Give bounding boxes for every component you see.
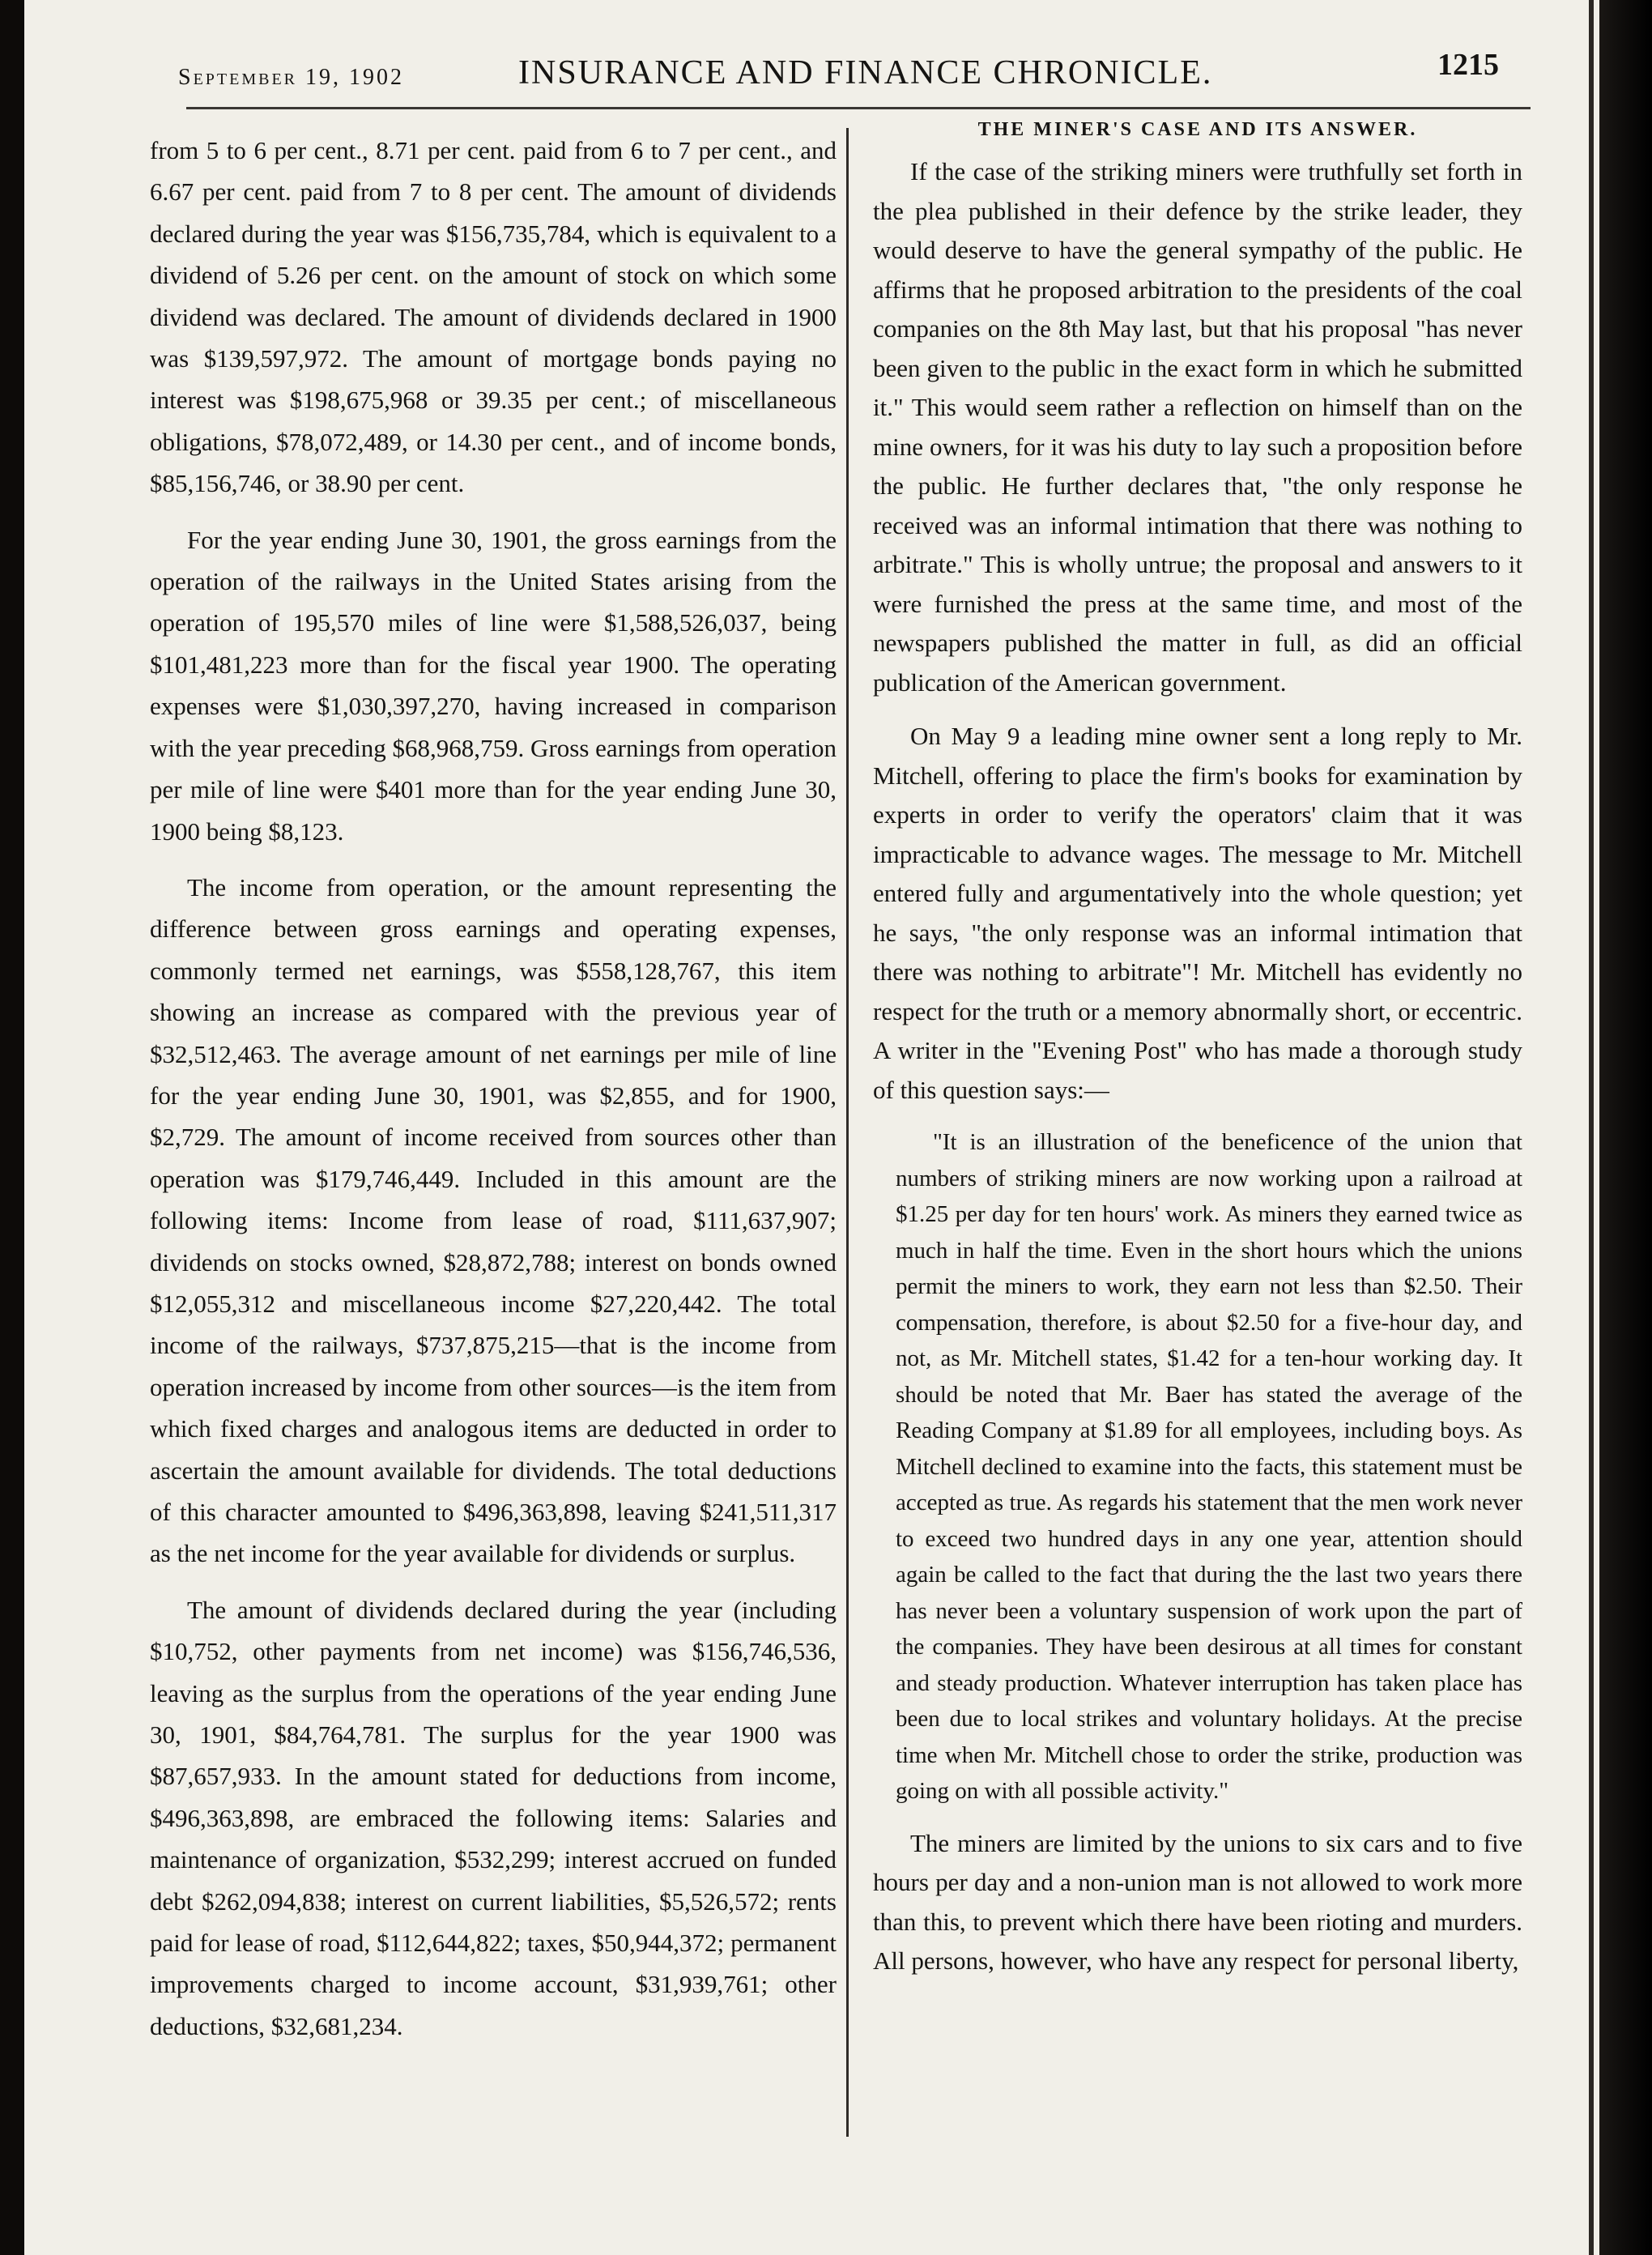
header-rule [186,107,1531,109]
paragraph: The miners are limited by the unions to six cars and to five hours per day and a non-union man is not allowed to work more than this, to prevent which there have been rioting and murders. All persons, however, who have any respect for personal liberty, [873,1828,1522,1975]
page-edge-line [1589,0,1594,2255]
page [24,0,1599,2255]
page-number: 1215 [1437,48,1499,82]
column-divider [846,128,849,2137]
right-column [873,113,1522,1996]
running-head [154,47,1531,104]
block-quote: "It is an illustration of the beneficence of the union that numbers of striking miners are now working upon a railroad at $1.25 per day for ten hours' work. As miners they earned twice as much in half the time. Even in the short hours which the unions permit the miners to work, they earn not less than $2.50. Their compensation, therefore, is about $2.50 for a five-hour day, and not, as Mr. Mitchell states, $1.42 for a ten-hour working day. It should be noted that Mr. Baer has stated the average of the Reading Company at $1.89 for all employees, including boys. As Mitchell declined to examine into the facts, this statement must be accepted as true. As regards his statement that the men work never to exceed two hundred days in any one year, attention should again be called to the fact that during the the last two years there has never been a voluntary suspension of work upon the part of the companies. They have been desirous at all times for constant and steady production. Whatever interruption has taken place has been due to local strikes and voluntary holidays. At the precise time when Mr. Mitchell chose to order the strike, production was going on with all possible activity." [896,1129,1522,1804]
publication-title: INSURANCE AND FINANCE CHRONICLE. [518,54,1213,92]
paragraph: If the case of the striking miners were truthfully set forth in the plea published in their defence by the strike leader, they would deserve to have the general sympathy of the public. He affirms that he proposed arbitration to the presidents of the coal companies on the 8th May last, but that his proposal "has never been given to the public in the exact form in which he submitted it." This would seem rather a reflection on himself than on the mine owners, for it was his duty to lay such a proposition before the public. He further declares that, "the only response he received was an informal intimation that there was nothing to arbitrate." This is wholly untrue; the proposal and answers to it were furnished the press at the same time, and most of the newspapers published the matter in full, as did an official publication of the American government. [873,157,1522,697]
left-column [150,130,837,2061]
paragraph: The amount of dividends declared during the year (including $10,752, other payments from net income) was $156,746,536, leaving as the surplus from the operations of the year ending June 30, 1901, $84,764,781. The surplus for the year 1900 was $87,657,933. In the amount stated for deductions from income, $496,363,898, are embraced the following items: Salaries and maintenance of organization, $532,299; interest accrued on funded debt $262,094,838; interest on current liabilities, $5,526,572; rents paid for lease of road, $112,644,822; taxes, $50,944,372; permanent improvements charged to income account, $31,939,761; other deductions, $32,681,234. [150,1595,837,2040]
header-date: September 19, 1902 [178,65,405,90]
paragraph: from 5 to 6 per cent., 8.71 per cent. paid from 6 to 7 per cent., and 6.67 per cent. paid from 7 to 8 per cent. The amount of dividends declared during the year was $156,735,784, which is equivalent to a dividend of 5.26 per cent. on the amount of stock on which some dividend was declared. The amount of dividends declared in 1900 was $139,597,972. The amount of mortgage bonds paying no interest was $198,675,968 or 39.35 per cent.; of miscellaneous obligations, $78,072,489, or 14.30 per cent., and of income bonds, $85,156,746, or 38.90 per cent. [150,136,837,498]
scan-border [1599,0,1652,2255]
article-title: THE MINER'S CASE AND ITS ANSWER. [977,119,1418,140]
paragraph: For the year ending June 30, 1901, the gross earnings from the operation of the railways in the United States arising from the operation of 195,570 miles of line were $1,588,526,037, being $101,481,223 more than for the fiscal year 1900. The operating expenses were $1,030,397,270, having increased in comparison with the year preceding $68,968,759. Gross earnings from operation per mile of line were $401 more than for the year ending June 30, 1900 being $8,123. [150,525,837,846]
paragraph: On May 9 a leading mine owner sent a long reply to Mr. Mitchell, offering to place the firm's books for examination by experts in order to verify the operators' claim that it was impracticable to advance wages. The message to Mr. Mitchell entered fully and argumentatively into the whole question; yet he says, "the only response was an informal intimation that there was nothing to arbitrate"! Mr. Mitchell has evidently no respect for the truth or a memory abnormally short, or eccentric. A writer in the "Evening Post" who has made a thorough study of this question says:— [873,722,1522,1104]
paragraph: The income from operation, or the amount representing the difference between gross earnings and operating expenses, commonly termed net earnings, was $558,128,767, this item showing an increase as compared with the previous year of $32,512,463. The average amount of net earnings per mile of line for the year ending June 30, 1901, was $2,855, and for 1900, $2,729. The amount of income received from sources other than operation was $179,746,449. Included in this amount are the following items: Income from lease of road, $111,637,907; dividends on stocks owned, $28,872,788; interest on bonds owned $12,055,312 and miscellaneous income $27,220,442. The total income of the railways, $737,875,215—that is the income from operation increased by income from other sources—is the item from which fixed charges and analogous items are deducted in order to ascertain the amount available for dividends. The total deductions of this character amounted to $496,363,898, leaving $241,511,317 as the net income for the year available for dividends or surplus. [150,872,837,1568]
